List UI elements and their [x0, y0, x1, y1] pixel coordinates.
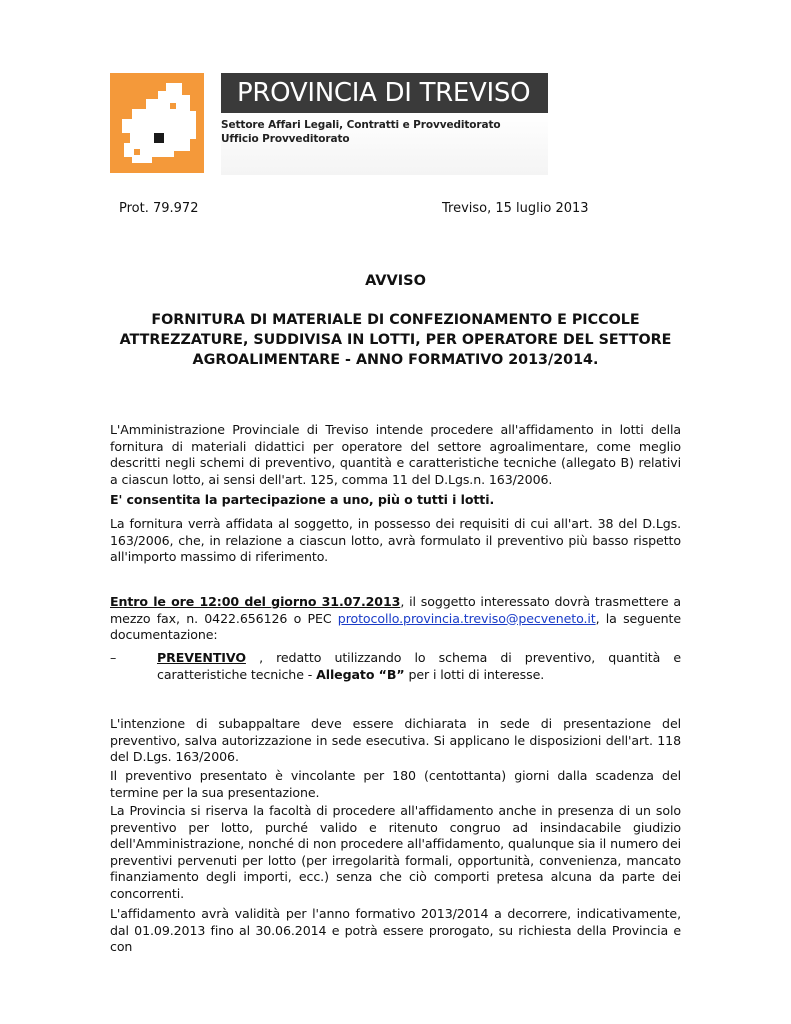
paragraph-deadline [110, 594, 681, 644]
deadline-text: Entro le ore 12:00 del giorno 31.07.2013 [110, 594, 401, 609]
paragraph-lots: E' consentita la partecipazione a uno, più o tutti i lotti. [110, 492, 495, 507]
pec-email-link[interactable]: protocollo.provincia.treviso@pecveneto.it [337, 610, 596, 626]
attachment-label: Allegato “B” [316, 666, 405, 682]
paragraph-subcontract: L'intenzione di subappaltare deve essere dichiarata in sede di presentazione del preventivo, salva autorizzazione in sede esecutiva. Si applicano le disposizioni dell'art. 118 del D.Lgs. 163/2006. [110, 716, 681, 764]
place-date: Treviso, 15 luglio 2013 [442, 201, 589, 216]
paragraph-duration: L'affidamento avrà validità per l'anno formativo 2013/2014 a decorrere, indicativamente, dal 01.09.2013 fino al 30.06.2014 e potrà essere prorogato, su richiesta della Provincia e con [110, 906, 681, 954]
letterhead-title: PROVINCIA DI TREVISO [221, 73, 548, 113]
notice-subject: FORNITURA DI MATERIALE DI CONFEZIONAMENTO E PICCOLE ATTREZZATURE, SUDDIVISA IN LOTTI, PER OPERATORE DEL SETTORE AGROALIMENTARE - ANNO FORMATIVO 2013/2014. [119, 312, 672, 368]
preventivo-description-end: per i lotti di interesse. [404, 666, 545, 682]
paragraph-validity: Il preventivo presentato è vincolante per 180 (centottanta) giorni dalla scadenza del termine per la sua presentazione. [110, 768, 681, 800]
bullet-preventivo [157, 650, 681, 683]
paragraph-award: La fornitura verrà affidata al soggetto, in possesso dei requisiti di cui all'art. 38 del D.Lgs. 163/2006, che, in relazione a ciascun lotto, avrà formulato il preventivo più basso rispetto all'importo massimo di riferimento. [110, 516, 681, 564]
department-name: Settore Affari Legali, Contratti e Provveditorato [221, 119, 501, 131]
paragraph-reservation: La Provincia si riserva la facoltà di procedere all'affidamento anche in presenza di un solo preventivo per lotto, purché valido e ritenuto congruo ad insindacabile giudizio dell'Amministrazione, nonché di non procedere all'affidamento, qualunque sia il numero dei preventivi pervenuti per lotto (per irregolarità formali, opportunità, convenienza, mancato finanziamento degli importi, ecc.) senza che ciò comporti pretesa alcuna da parte dei concorrenti. [110, 803, 681, 901]
protocol-number: Prot. 79.972 [119, 201, 199, 216]
preventivo-description: , redatto utilizzando lo schema di preventivo, quantità e caratteristiche tecniche - [157, 650, 681, 682]
provincia-treviso-logo [110, 73, 204, 173]
bullet-dash: – [110, 650, 117, 665]
paragraph-intro: L'Amministrazione Provinciale di Treviso intende procedere all'affidamento in lotti della fornitura di materiali didattici per operatore del settore agroalimentare, come meglio descritti negli schemi di preventivo, quantità e caratteristiche tecniche (allegato B) relativi a ciascun lotto, ai sensi dell'art. 125, comma 11 del D.Lgs.n. 163/2006. [110, 422, 681, 487]
letterhead-subtitle-block [221, 113, 548, 175]
office-name: Ufficio Provveditorato [221, 133, 350, 145]
deadline-instructions-end: , la seguente documentazione: [110, 610, 681, 642]
notice-heading: AVVISO [365, 273, 426, 289]
preventivo-label: PREVENTIVO [157, 650, 246, 665]
deadline-instructions: , il soggetto interessato dovrà trasmettere a mezzo fax, n. 0422.656126 o PEC [110, 594, 681, 626]
